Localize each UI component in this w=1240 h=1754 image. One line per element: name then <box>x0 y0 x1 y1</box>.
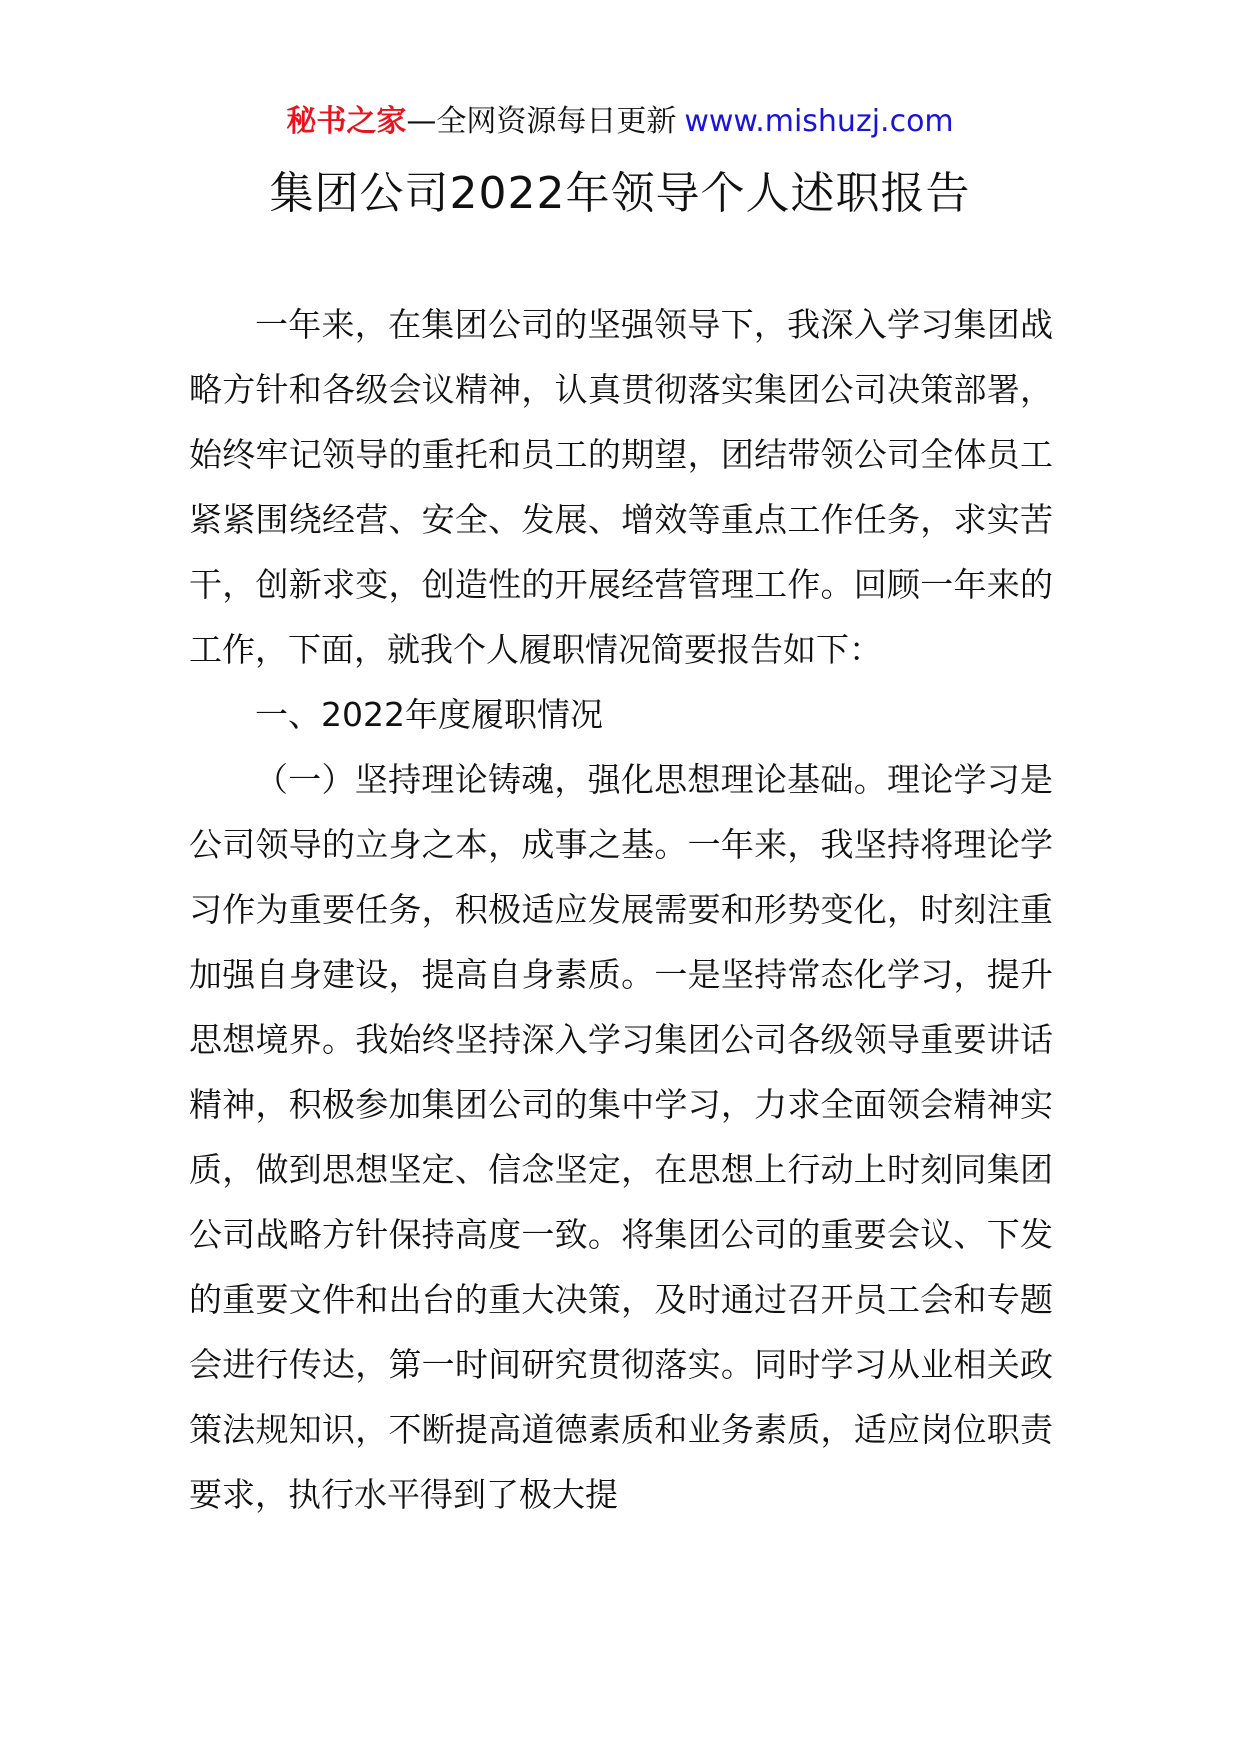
watermark-dash: — <box>406 104 437 139</box>
paragraph-intro: 一年来，在集团公司的坚强领导下，我深入学习集团战略方针和各级会议精神，认真贯彻落实集团公司决策部署，始终牢记领导的重托和员工的期望，团结带领公司全体员工紧紧围绕经营、安全、发展、增效等重点工作任务，求实苦干，创新求变，创造性的开展经营管理工作。回顾一年来的工作，下面，就我个人履职情况简要报告如下： <box>189 305 1053 669</box>
document-title: 集团公司2022年领导个人述职报告 <box>269 168 971 219</box>
watermark-brand: 秘书之家 <box>286 104 407 139</box>
document-body <box>189 292 1053 1527</box>
section-heading: 一、2022年度履职情况 <box>255 695 603 734</box>
paragraph-theory-study: （一）坚持理论铸魂，强化思想理论基础。理论学习是公司领导的立身之本，成事之基。一年来，我坚持将理论学习作为重要任务，积极适应发展需要和形势变化，时刻注重加强自身建设，提高自身素质。一是坚持常态化学习，提升思想境界。我始终坚持深入学习集团公司各级领导重要讲话精神，积极参加集团公司的集中学习，力求全面领会精神实质，做到思想坚定、信念坚定，在思想上行动上时刻同集团公司战略方针保持高度一致。将集团公司的重要会议、下发的重要文件和出台的重大决策，及时通过召开员工会和专题会进行传达，第一时间研究贯彻落实。同时学习从业相关政策法规知识，不断提高道德素质和业务素质，适应岗位职责要求，执行水平得到了极大提 <box>189 760 1053 1514</box>
watermark-slogan: 全网资源每日更新 <box>436 104 677 139</box>
watermark-url[interactable]: www.mishuzj.com <box>684 104 954 139</box>
watermark-header <box>0 102 1240 142</box>
